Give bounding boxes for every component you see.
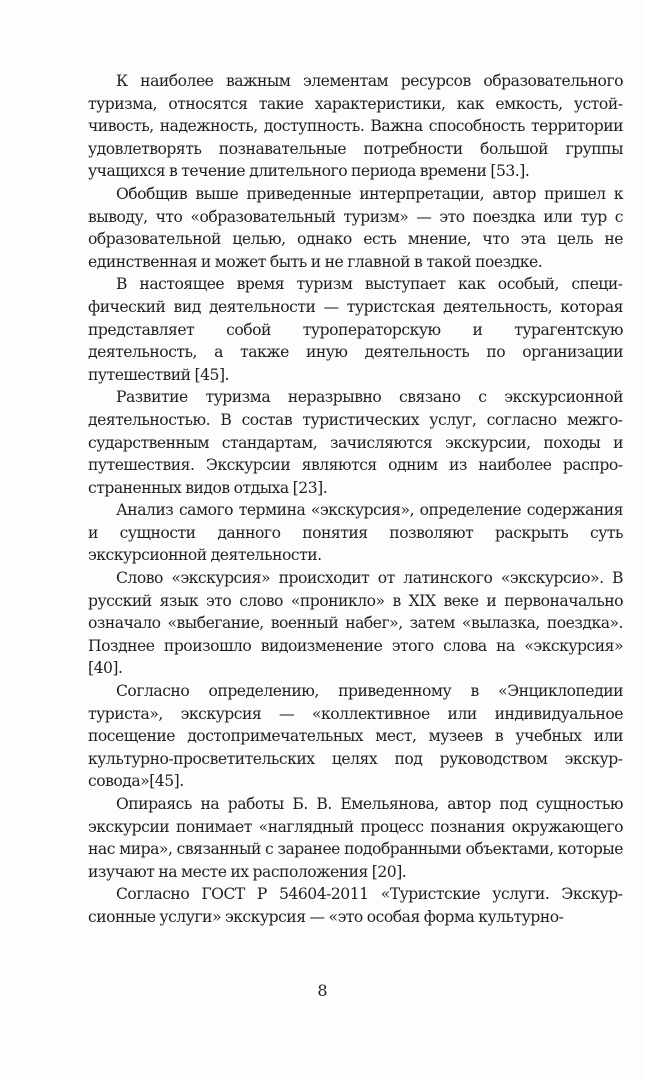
paragraph-2: Обобщив выше приведенные интерпретации, автор пришел к выводу, что «образовательный туризм» — это поездка или тур с образовательной целью, однако есть мнение, что эта цель не единственная и может быть и не главной в такой поездке. bbox=[88, 184, 623, 271]
page-number: 8 bbox=[317, 981, 328, 1000]
paragraph-9: Согласно ГОСТ Р 54604-2011 «Туристские услуги. Экскурсионные услуги» экскурсия — «это особая форма культурно- bbox=[88, 885, 623, 926]
paragraph-5: Анализ самого термина «экскурсия», определение содержания и сущности данного понятия позволяют раскрыть суть экскурсионной деятельности. bbox=[88, 501, 623, 565]
paragraph-8: Опираясь на работы Б. В. Емельянова, автор под сущностью экскурсии понимает «наглядный процесс познания окружающего нас мира», связанный с заранее подобранными объектами, которые изучают на месте их расположения [20]. bbox=[88, 795, 623, 881]
paragraph-6: Слово «экскурсия» происходит от латинского «экскурсио». В русский язык это слово «проникло» в XIX веке и первоначально означало «выбегание, военный набег», затем «вылазка, поездка». Позднее произошло видоизменение этого слова на «экскурсия» [40]. bbox=[88, 569, 623, 678]
paragraph-1: К наиболее важным элементам ресурсов образовательного туризма, относятся такие характеристики, как емкость, устойчивость, надежность, доступность. Важна способность территории удовлетворять познавательные потребности большой группы учащихся в течение длительного периода времени [53.]. bbox=[88, 72, 623, 181]
paragraph-7: Согласно определению, приведенному в «Энциклопедии туриста», экскурсия — «коллективное или индивидуальное посещение достопримечательных мест, музеев в учебных или культурно-просветительских целях под руководством экскурсовода»[45]. bbox=[88, 682, 623, 791]
body-text bbox=[88, 70, 623, 929]
paragraph-3: В настоящее время туризм выступает как особый, специфический вид деятельности — туристская деятельность, которая представляет собой туроператорскую и турагентскую деятельность, а также иную деятельность по организации путешествий [45]. bbox=[88, 275, 623, 384]
paragraph-4: Развитие туризма неразрывно связано с экскурсионной деятельностью. В состав туристических услуг, согласно межгосударственным стандартам, зачисляются экскурсии, походы и путешествия. Экскурсии являются одним из наиболее распространенных видов отдыха [23]. bbox=[88, 388, 623, 497]
